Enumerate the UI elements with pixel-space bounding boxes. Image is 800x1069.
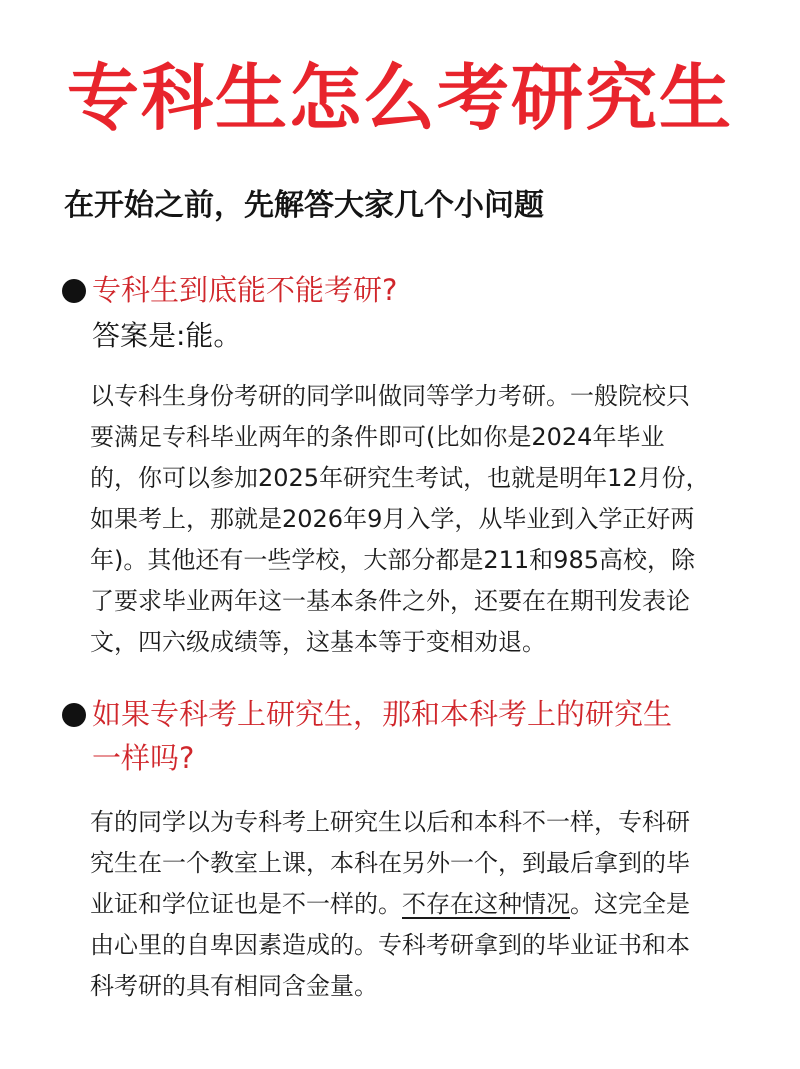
paragraph-line-segment: 业证和学位证也是不一样的。 [90,890,402,918]
paragraph-line: 文，四六级成绩等，这基本等于变相劝退。 [90,628,546,656]
paragraph-line: 究生在一个教室上课，本科在另外一个，到最后拿到的毕 [90,849,690,877]
question-1 [62,268,742,312]
question-1-text: 专科生到底能不能考研? [92,273,398,307]
question-2-text-line-1: 如果专科考上研究生，那和本科考上的研究生 [92,697,673,731]
question-2 [62,692,742,780]
paragraph-line: 有的同学以为专科考上研究生以后和本科不一样，专科研 [90,808,690,836]
paragraph-line-segment: 。这完全是 [570,890,690,918]
paragraph-line [90,884,726,925]
paragraph-line: 由心里的自卑因素造成的。专科考研拿到的毕业证书和本 [90,931,690,959]
paragraph-line: 了要求毕业两年这一基本条件之外，还要在在期刊发表论 [90,587,690,615]
underlined-emphasis: 不存在这种情况 [402,890,570,918]
paragraph-line: 的，你可以参加2025年研究生考试，也就是明年12月份， [90,464,710,492]
intro-heading: 在开始之前，先解答大家几个小问题 [64,188,544,223]
bullet-dot-icon [62,703,86,727]
paragraph-line: 要满足专科毕业两年的条件即可(比如你是2024年毕业 [90,423,665,451]
paragraph-line: 年)。其他还有一些学校，大部分都是211和985高校，除 [90,546,695,574]
main-title: 专科生怎么考研究生 [66,56,733,140]
paragraph-line: 如果考上，那就是2026年9月入学，从毕业到入学正好两 [90,505,695,533]
question-2-text-line-2: 一样吗? [92,741,195,775]
answer-1: 答案是:能。 [92,319,242,352]
bullet-dot-icon [62,279,86,303]
paragraph-line: 以专科生身份考研的同学叫做同等学力考研。一般院校只 [90,382,690,410]
paragraph-line: 科考研的具有相同含金量。 [90,972,378,1000]
paragraph-1 [90,376,726,663]
paragraph-2 [90,802,726,1007]
